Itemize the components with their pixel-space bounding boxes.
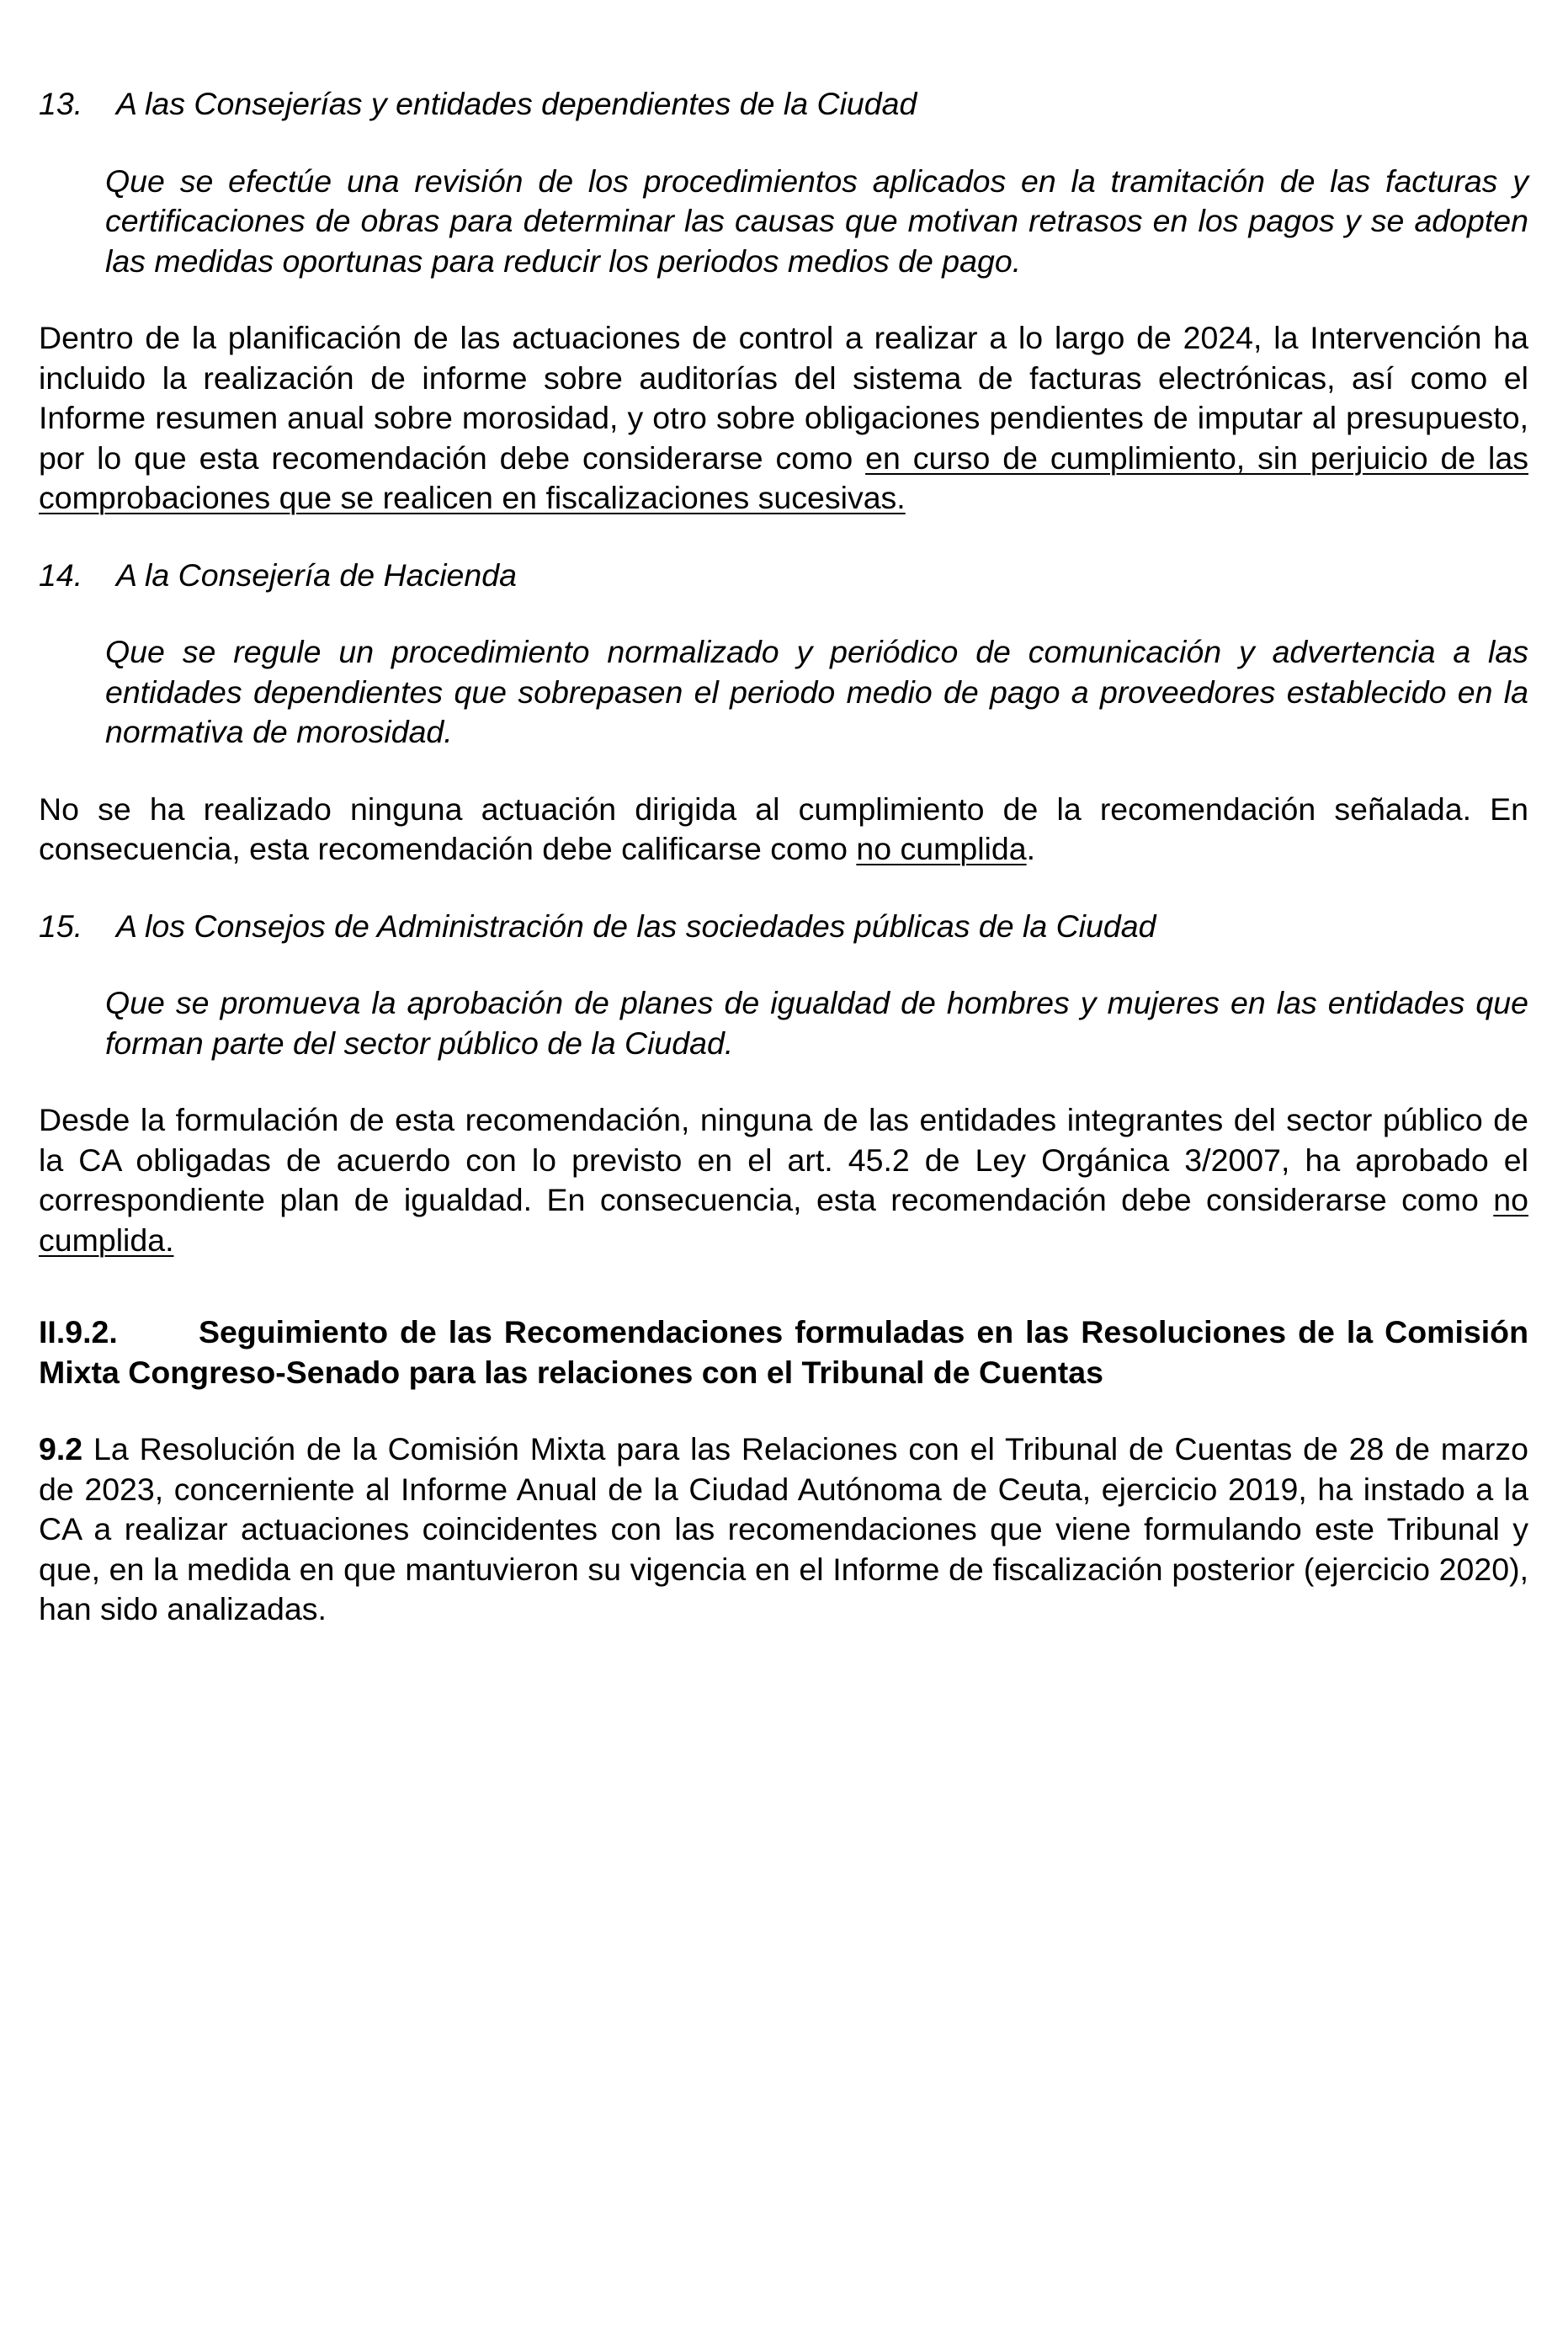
assessment-text: Dentro de la planificación de las actuaciones de control a realizar a lo largo de 2024, la Intervención ha incluido la realización de informe sobre auditorías del sistema de facturas electrónicas, así como el Informe resumen anual sobre morosidad, y otro sobre obligaciones pendientes de imputar al presupuesto, por lo que esta recomendación debe considerarse como bbox=[39, 320, 1528, 476]
recommendation-text: Que se promueva la aprobación de planes de igualdad de hombres y mujeres en las entidades que forman parte del sector público de la Ciudad. bbox=[105, 985, 1528, 1061]
assessment-text: Desde la formulación de esta recomendación, ninguna de las entidades integrantes del sector público de la CA obligadas de acuerdo con lo previsto en el art. 45.2 de Ley Orgánica 3/2007, ha aprobado el correspondiente plan de igualdad. En consecuencia, esta recomendación debe considerarse como bbox=[39, 1102, 1528, 1217]
recommendation-number: 15. bbox=[39, 908, 83, 944]
assessment-status: no cumplida bbox=[856, 831, 1027, 866]
document-page bbox=[39, 84, 1528, 1667]
recommendation-number: 14. bbox=[39, 556, 83, 593]
assessment-status: en curso de cumplimiento, sin perjuicio de las comprobaciones que se realicen en fiscalizaciones sucesivas. bbox=[39, 439, 1528, 515]
section-number: II.9.2. bbox=[39, 1314, 118, 1349]
section-heading bbox=[39, 1312, 1528, 1392]
recommendation-heading-15 bbox=[39, 907, 1528, 947]
assessment-text: No se ha realizado ninguna actuación dirigida al cumplimiento de la recomendación señalada. En consecuencia, esta recomendación debe calificarse como bbox=[39, 791, 1528, 866]
recommendation-text: Que se regule un procedimiento normalizado y periódico de comunicación y advertencia a las entidades dependientes que sobrepasen el periodo medio de pago a proveedores establecido en la normativa de morosidad. bbox=[105, 634, 1528, 749]
recommendation-addressee: A las Consejerías y entidades dependientes de la Ciudad bbox=[116, 86, 917, 121]
assessment-end: . bbox=[1026, 831, 1036, 866]
recommendation-text: Que se efectúe una revisión de los procedimientos aplicados en la tramitación de las facturas y certificaciones de obras para determinar las causas que motivan retrasos en los pagos y se adopten las medidas oportunas para reducir los periodos medios de pago. bbox=[105, 162, 1528, 279]
assessment-paragraph bbox=[39, 790, 1528, 870]
paragraph-label: 9.2 bbox=[39, 1431, 83, 1467]
recommendation-addressee: A los Consejos de Administración de las sociedades públicas de la Ciudad bbox=[116, 908, 1156, 944]
assessment-paragraph bbox=[39, 1100, 1528, 1260]
assessment-status: no cumplida. bbox=[39, 1182, 1528, 1258]
recommendation-number: 13. bbox=[39, 86, 83, 121]
section-title: Seguimiento de las Recomendaciones formuladas en las Resoluciones de la Comisión Mixta Congreso-Senado para las relaciones con el Tribunal de Cuentas bbox=[39, 1314, 1528, 1390]
recommendation-heading-14 bbox=[39, 556, 1528, 596]
assessment-paragraph bbox=[39, 318, 1528, 519]
recommendation-addressee: A la Consejería de Hacienda bbox=[116, 556, 517, 593]
final-paragraph bbox=[39, 1429, 1528, 1630]
paragraph-text: La Resolución de la Comisión Mixta para las Relaciones con el Tribunal de Cuentas de 28 de marzo de 2023, concerniente al Informe Anual de la Ciudad Autónoma de Ceuta, ejercicio 2019, ha instado a la CA a realizar actuaciones coincidentes con las recomendaciones que viene formulando este Tribunal y que, en la medida en que mantuvieron su vigencia en el Informe de fiscalización posterior (ejercicio 2020), han sido analizadas. bbox=[39, 1431, 1528, 1626]
recommendation-heading-13 bbox=[39, 84, 1528, 125]
